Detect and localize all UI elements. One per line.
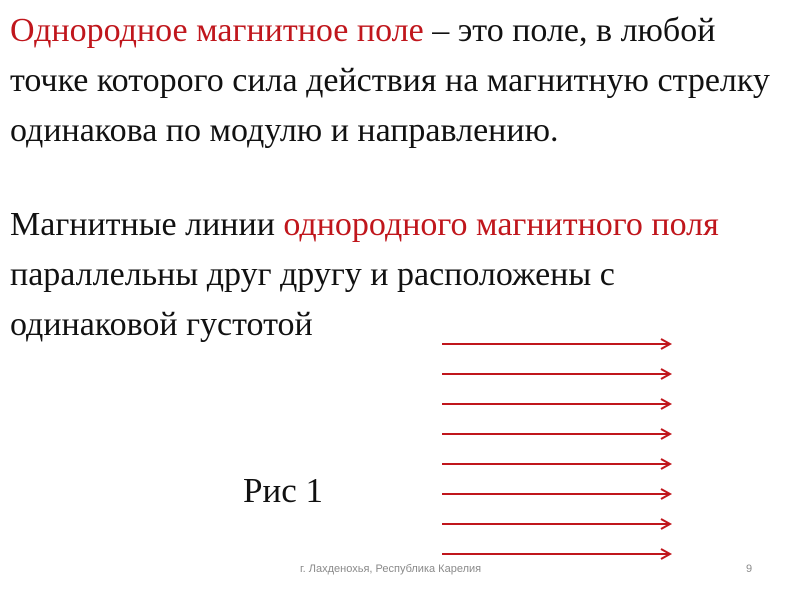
definition-paragraph	[10, 6, 785, 156]
description-rest: параллельны друг другу и расположены с одинаковой густотой	[10, 256, 615, 343]
figure-caption: Рис 1	[243, 471, 323, 510]
description-lead: Магнитные линии	[10, 206, 284, 243]
field-line	[442, 519, 670, 529]
field-line	[442, 459, 670, 469]
definition-text: – это поле, в любой точке которого сила действия на магнитную стрелку одинакова по модулю и направлению.	[10, 12, 770, 149]
field-line	[442, 399, 670, 409]
definition-term: Однородное магнитное поле	[10, 12, 424, 49]
field-line	[442, 489, 670, 499]
description-highlight: однородного магнитного поля	[283, 206, 719, 243]
footer-text: г. Лахденохья, Республика Карелия	[300, 563, 482, 575]
page-number: 9	[746, 563, 753, 575]
field-line	[442, 339, 670, 349]
field-line	[442, 549, 670, 559]
magnetic-field-lines	[438, 330, 678, 570]
field-line	[442, 369, 670, 379]
description-paragraph	[10, 200, 785, 350]
field-line	[442, 429, 670, 439]
